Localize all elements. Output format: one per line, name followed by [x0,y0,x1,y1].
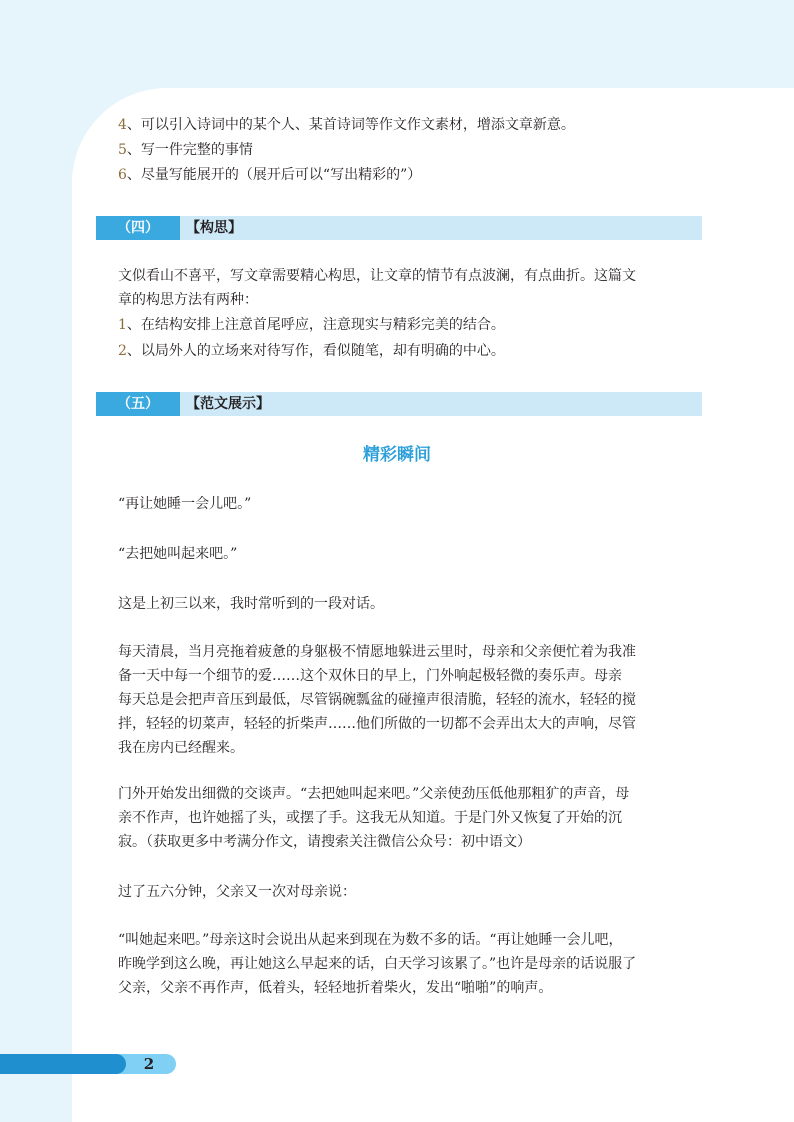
page-number: 2 [143,1055,155,1073]
essay-paragraph-7 [118,928,708,1000]
essay-paragraph-4 [118,640,708,760]
text-line: 寂。（获取更多中考满分作文，请搜索关注微信公众号：初中语文） [118,834,531,850]
point-text: 、在结构安排上注意首尾呼应，注意现实与精彩完美的结合。 [126,317,505,333]
essay-paragraph-2 [118,542,708,566]
tip-item-5 [118,139,708,161]
text-line: 备一天中每一个细节的爱……这个双休日的早上，门外响起极轻微的奏乐声。母亲 [118,668,622,684]
essay-title: 精彩瞬间 [363,445,431,465]
text-line: 过了五六分钟，父亲又一次对母亲说： [118,884,356,900]
essay-paragraph-5 [118,782,708,854]
text-line: 拌，轻轻的切菜声，轻轻的折柴声……他们所做的一切都不会弄出太大的声响，尽管 [118,716,636,732]
text-line: 昨晚学到这么晚，再让她这么早起来的话，白天学习该累了。”也许是母亲的话说服了 [118,956,637,972]
essay-paragraph-1 [118,492,708,516]
tip-item-4 [118,114,708,136]
section-label: 【构思】 [186,220,242,236]
tip-number: 6 [118,167,127,183]
page-number-bar-accent [0,1054,126,1074]
text-line: 章的构思方法有两种： [118,292,258,308]
tip-text: 、写一件完整的事情 [126,142,253,158]
point-number: 2 [118,343,127,359]
text-line: 文似看山不喜平，写文章需要精心构思，让文章的情节有点波澜，有点曲折。这篇文 [118,268,636,284]
text-line: 每天总是会把声音压到最低，尽管锅碗瓢盆的碰撞声很清脆，轻轻的流水，轻轻的搅 [118,692,636,708]
conception-intro [118,264,708,312]
section-label: 【范文展示】 [186,396,270,412]
point-text: 、以局外人的立场来对待写作，看似随笔，却有明确的中心。 [126,343,505,359]
essay-paragraph-3 [118,592,708,616]
point-number: 1 [118,317,127,333]
tip-text: 、尽量写能展开的（展开后可以“写出精彩的”） [126,167,422,183]
tip-text: 、可以引入诗词中的某个人、某首诗词等作文作文素材，增添文章新意。 [126,117,575,133]
essay-paragraph-6 [118,880,708,904]
tip-item-6 [118,164,708,186]
section-tab: （四） [96,216,180,240]
section-header-conception [96,216,702,240]
text-line: 这是上初三以来，我时常听到的一段对话。 [118,596,384,612]
text-line: 每天清晨，当月亮拖着疲惫的身躯极不情愿地躲进云里时，母亲和父亲便忙着为我准 [118,644,636,660]
text-line: 亲不作声，也许她摇了头，或摆了手。这我无从知道。于是门外又恢复了开始的沉 [118,810,622,826]
tip-number: 4 [118,117,127,133]
tip-number: 5 [118,142,127,158]
text-line: “叫她起来吧。”母亲这时会说出从起来到现在为数不多的话。“再让她睡一会儿吧， [118,932,623,948]
conception-point-1 [118,314,708,336]
conception-point-2 [118,340,708,362]
section-tab: （五） [96,392,180,416]
text-line: 父亲，父亲不再作声，低着头，轻轻地折着柴火，发出“啪啪”的响声。 [118,980,553,996]
text-line: 门外开始发出细微的交谈声。“去把她叫起来吧。”父亲使劲压低他那粗犷的声音，母 [118,786,630,802]
section-header-sample [96,392,702,416]
text-line: “去把她叫起来吧。” [118,546,238,562]
text-line: 我在房内已经醒来。 [118,740,244,756]
text-line: “再让她睡一会儿吧。” [118,496,252,512]
